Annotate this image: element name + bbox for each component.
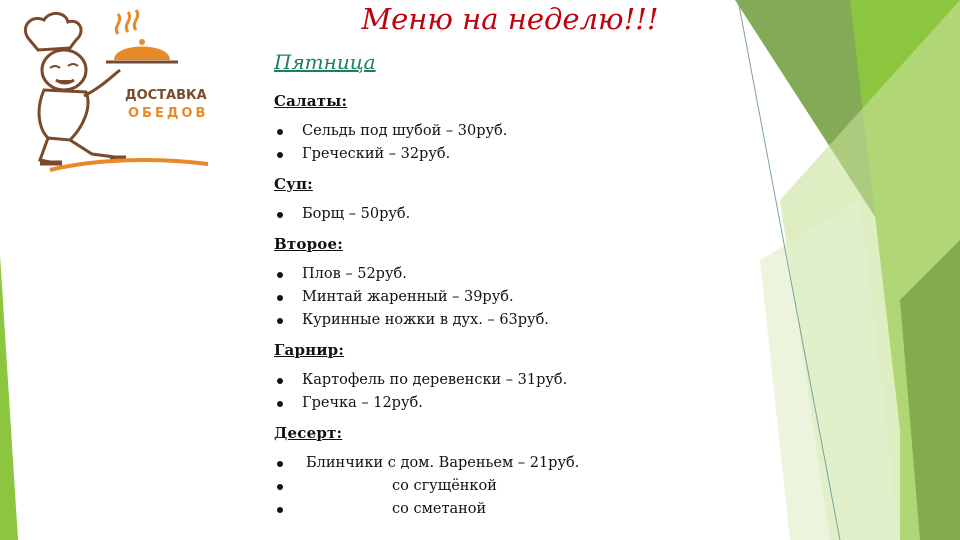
- category-heading: Десерт:: [274, 424, 343, 442]
- page-title: Меню на неделю!!!: [361, 2, 659, 36]
- category-heading: Второе:: [274, 235, 343, 253]
- list-item: Плов – 52руб.: [274, 263, 754, 286]
- list-item: Сельдь под шубой – 30руб.: [274, 120, 754, 143]
- left-green-stripe: [0, 255, 18, 540]
- list-item: Блинчики с дом. Вареньем – 21руб.: [274, 452, 754, 475]
- list-item: Куринные ножки в дух. – 63руб.: [274, 309, 754, 332]
- category-heading: Суп:: [274, 175, 313, 193]
- logo: [10, 8, 215, 178]
- menu-content: [274, 92, 754, 530]
- menu-group-garnish: [274, 341, 754, 415]
- list-item: Минтай жаренный – 39руб.: [274, 286, 754, 309]
- list-item: Греческий – 32руб.: [274, 143, 754, 166]
- item-list: [274, 120, 754, 166]
- day-heading: Пятница: [274, 50, 376, 74]
- logo-text-line1: ДОСТАВКА: [125, 88, 207, 103]
- item-list: [274, 203, 754, 226]
- item-list: [274, 263, 754, 332]
- list-item: Картофель по деревенски – 31руб.: [274, 369, 754, 392]
- list-item: со сгущёнкой: [274, 475, 754, 498]
- list-item: Гречка – 12руб.: [274, 392, 754, 415]
- menu-group-dessert: [274, 424, 754, 521]
- category-heading: Гарнир:: [274, 341, 345, 359]
- item-list: [274, 369, 754, 415]
- list-item: Борщ – 50руб.: [274, 203, 754, 226]
- list-item: со сметаной: [274, 498, 754, 521]
- menu-group-salads: [274, 92, 754, 166]
- category-heading: Салаты:: [274, 92, 348, 110]
- logo-text-line2: ОБЕДОВ: [128, 106, 209, 121]
- item-list: [274, 452, 754, 521]
- menu-group-main: [274, 235, 754, 332]
- menu-group-soup: [274, 175, 754, 226]
